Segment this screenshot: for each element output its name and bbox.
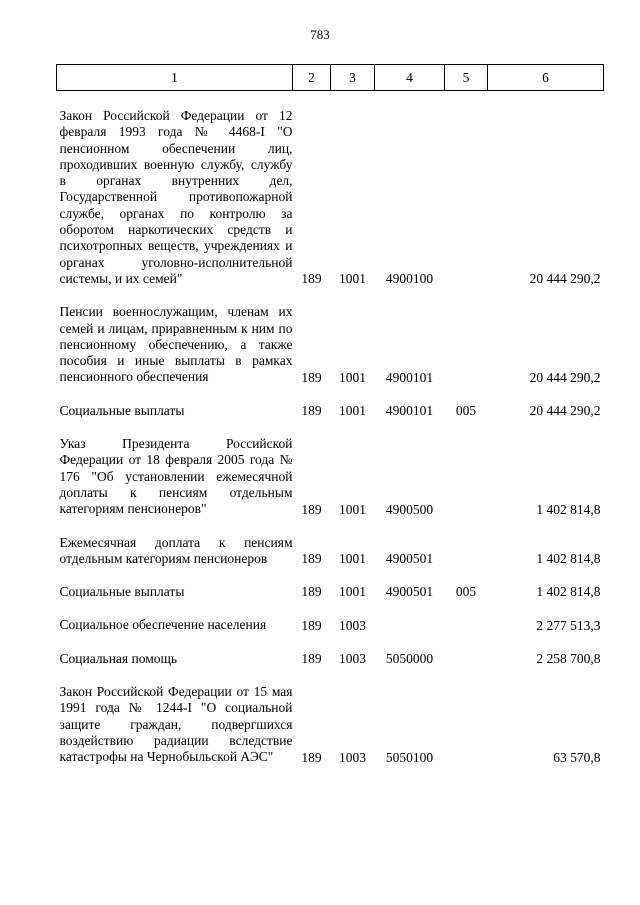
table-body — [57, 91, 604, 766]
row-amount: 1 402 814,8 — [536, 584, 601, 600]
header-row — [57, 65, 604, 91]
row-article-code: 4900501 — [385, 584, 434, 600]
row-section-code: 1003 — [339, 651, 366, 667]
row-article-code: 5050100 — [385, 749, 434, 765]
row-article-code: 4900501 — [385, 551, 434, 567]
row-spacer — [57, 419, 604, 436]
row-spacer — [57, 518, 604, 535]
row-amount: 2 258 700,8 — [536, 651, 601, 667]
row-ministry-code: 189 — [301, 271, 322, 287]
header-col-1: 1 — [57, 65, 293, 91]
header-col-3: 3 — [331, 65, 375, 91]
row-spacer — [57, 634, 604, 651]
row-section-code: 1003 — [339, 617, 366, 633]
row-expense-type-code — [445, 535, 488, 568]
row-amount: 1 402 814,8 — [536, 501, 601, 517]
row-spacer — [57, 667, 604, 684]
table-row — [57, 584, 604, 600]
header-col-6: 6 — [488, 65, 604, 91]
spacer-cell — [57, 600, 604, 617]
row-section-code: 1001 — [339, 551, 366, 567]
row-ministry-code: 189 — [301, 651, 322, 667]
table-row — [57, 108, 604, 287]
row-spacer — [57, 600, 604, 617]
row-ministry-code: 189 — [301, 617, 322, 633]
row-description: Указ Президента Российской Федерации от 18 февраля 2005 года № 176 "Об установлении ежемесячной доплаты к пенсиям отдельным категориям пенсионеров" — [59, 436, 293, 517]
table-row — [57, 684, 604, 765]
header-col-2: 2 — [293, 65, 331, 91]
spacer-cell — [57, 634, 604, 651]
table-row — [57, 403, 604, 419]
row-description: Социальное обеспечение населения — [59, 617, 267, 633]
row-expense-type-code: 005 — [455, 403, 477, 419]
row-description: Закон Российской Федерации от 12 февраля 1993 года № 4468-I "О пенсионном обеспечении лиц, проходивших военную службу, службу в органах внутренних дел, Государственной противопожарной службе, органах по контролю за оборотом наркотических средств и психотропных веществ, учреждениях и органах уголовно-исполнительной системы, и их семей" — [59, 108, 293, 286]
table-row — [57, 617, 604, 633]
row-expense-type-code — [445, 651, 488, 667]
row-spacer — [57, 287, 604, 304]
row-spacer — [57, 567, 604, 584]
spacer-cell — [57, 287, 604, 304]
row-section-code: 1001 — [339, 584, 366, 600]
spacer-cell — [57, 667, 604, 684]
row-expense-type-code: 005 — [455, 584, 477, 600]
row-ministry-code: 189 — [301, 369, 322, 385]
row-description: Социальная помощь — [59, 650, 178, 666]
row-section-code: 1001 — [339, 369, 366, 385]
table-row — [57, 651, 604, 667]
row-article-code — [375, 617, 445, 633]
row-amount: 20 444 290,2 — [529, 271, 601, 287]
row-description: Закон Российской Федерации от 15 мая 1991 года № 1244-I "О социальной защите граждан, подвергшихся воздействию радиации вследствие катастрофы на Чернобыльской АЭС" — [59, 684, 293, 765]
header-col-4: 4 — [375, 65, 445, 91]
row-description: Пенсии военнослужащим, членам их семей и лицам, приравненным к ним по пенсионному обеспечению, а также пособия и иные выплаты в рамках пенсионного обеспечения — [59, 304, 293, 385]
spacer-cell — [57, 518, 604, 535]
row-expense-type-code — [445, 436, 488, 517]
row-section-code: 1001 — [339, 403, 366, 419]
row-expense-type-code — [445, 304, 488, 385]
spacer-cell — [57, 386, 604, 403]
table-row — [57, 436, 604, 517]
row-expense-type-code — [445, 684, 488, 765]
row-spacer — [57, 91, 604, 109]
row-article-code: 5050000 — [385, 651, 434, 667]
row-amount: 20 444 290,2 — [529, 403, 601, 419]
row-section-code: 1001 — [339, 501, 366, 517]
row-ministry-code: 189 — [301, 551, 322, 567]
row-amount: 1 402 814,8 — [536, 551, 601, 567]
spacer-cell — [57, 419, 604, 436]
row-article-code: 4900100 — [385, 271, 434, 287]
row-article-code: 4900101 — [385, 403, 434, 419]
row-ministry-code: 189 — [301, 403, 322, 419]
row-amount: 20 444 290,2 — [529, 369, 601, 385]
row-article-code: 4900500 — [385, 501, 434, 517]
spacer-cell — [57, 91, 604, 109]
row-section-code: 1001 — [339, 271, 366, 287]
row-article-code: 4900101 — [385, 369, 434, 385]
table-row — [57, 304, 604, 385]
spacer-cell — [57, 567, 604, 584]
page-number: 783 — [310, 27, 330, 42]
row-ministry-code: 189 — [301, 584, 322, 600]
row-amount: 2 277 513,3 — [536, 617, 601, 633]
row-amount: 63 570,8 — [553, 749, 601, 765]
header-col-5: 5 — [445, 65, 488, 91]
table-row — [57, 535, 604, 568]
row-ministry-code: 189 — [301, 501, 322, 517]
budget-table — [56, 64, 604, 766]
row-description: Социальные выплаты — [59, 402, 185, 418]
row-section-code: 1003 — [339, 749, 366, 765]
row-spacer — [57, 386, 604, 403]
row-ministry-code: 189 — [301, 749, 322, 765]
row-expense-type-code — [445, 617, 488, 633]
row-description: Ежемесячная доплата к пенсиям отдельным категориям пенсионеров — [59, 534, 293, 566]
row-expense-type-code — [445, 108, 488, 287]
row-description: Социальные выплаты — [59, 584, 185, 600]
